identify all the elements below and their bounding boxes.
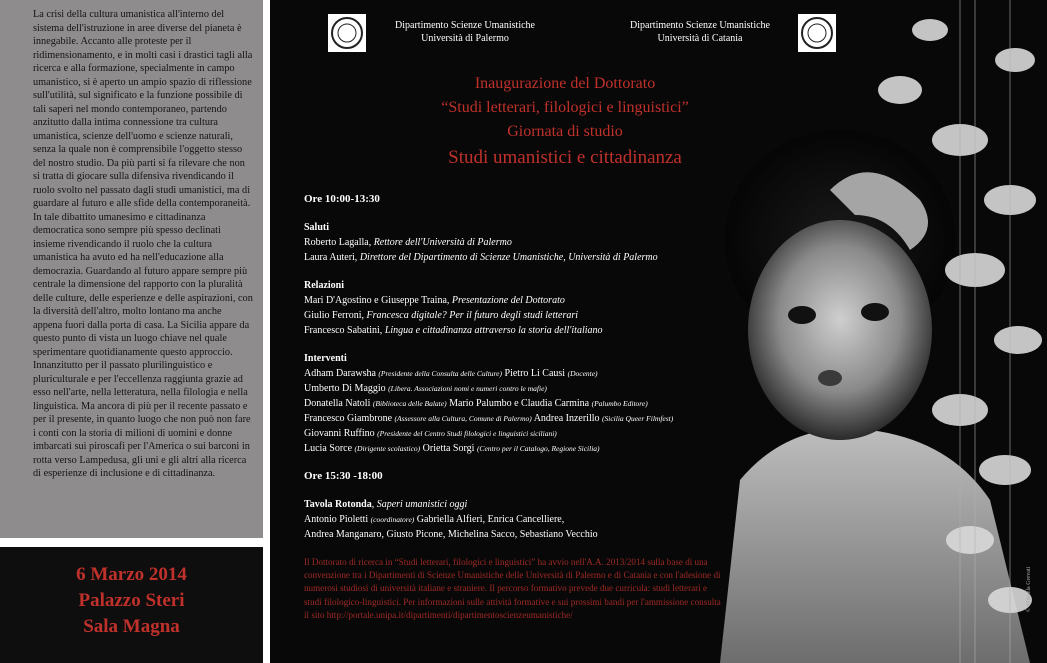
event-titles xyxy=(365,72,765,171)
palermo-dept: Dipartimento Scienze Umanistiche xyxy=(395,20,535,31)
relazioni-label: Relazioni xyxy=(304,280,344,291)
saluti-item: Laura Auteri, Direttore del Dipartimento di Scienze Umanistiche, Università di Palermo xyxy=(304,252,658,263)
catania-uni: Università di Catania xyxy=(657,33,743,44)
photo-credit: © Mikaela Grevati xyxy=(1026,566,1032,612)
title-line-2: “Studi letterari, filologici e linguistici” xyxy=(441,99,689,116)
intro-text-panel xyxy=(0,0,263,538)
divider xyxy=(263,0,270,663)
relazioni-item: Giulio Ferroni, Francesca digitale? Per il futuro degli studi letterari xyxy=(304,310,579,321)
interventi-item: Francesco Giambrone (Assessore alla Cultura, Comune di Palermo) Andrea Inzerillo (Sicilia Queer Filmfest) xyxy=(304,413,674,424)
tavola-participants-2: Andrea Manganaro, Giusto Picone, Michelina Sacco, Sebastiano Vecchio xyxy=(304,529,598,540)
relazioni-item: Francesco Sabatini, Lingua e cittadinanza attraverso la storia dell'italiano xyxy=(304,325,603,336)
palermo-uni: Università di Palermo xyxy=(421,33,509,44)
relazioni-item: Mari D'Agostino e Giuseppe Traina, Presentazione del Dottorato xyxy=(304,295,565,306)
palermo-header xyxy=(380,19,550,45)
interventi-label: Interventi xyxy=(304,353,347,364)
event-date: 6 Marzo 2014 xyxy=(76,564,187,585)
catania-logo xyxy=(798,14,836,52)
event-info-box xyxy=(0,547,263,663)
intro-paragraph: La crisi della cultura umanistica all'interno del sistema dell'istruzione in aree diverse del pianeta è innegabile. Accanto alle proteste per il ridimensionamento, e in molti casi i drastici tagli alla ricerca e alla formazione, specialmente in campo umanistico, si è aperto un ampio spazio di riflessione sull'utilità, sul significato e la funzione possibile di tali saperi nel mondo contemporaneo, partendo anzitutto dalla intima connessione tra cultura umanistica, scienze dell'uomo e scienze naturali, senza la quale non è comprensibile l'oggetto stesso del nostro studio. Da più parti si fa rilevare che non si tratta di giocare sulla difensiva rivendicando il ruolo svolto nel passato dagli studi umanistici, ma di guardare al futuro e alle sfide della contemporaneità. In tale dibattito umanesimo e cittadinanza democratica sono sempre più spesso declinati insieme rivendicando il ruolo che la cultura umanistica ha avuto ed ha nell'educazione alla democrazia. Guardando al futuro appare sempre più centrale la dimensione del rapporto con la pluralità delle culture, delle esperienze e delle aspirazioni, con la diversità dell'altro, molto lontano ma anche appena fuori dalla porta di casa. La Sicilia appare da questo punto di vista un luogo chiave nel quale sperimentare quotidianamente questo approccio. Innanzitutto per il passato plurilinguistico e pluriculturale e per l'eccellenza raggiunta grazie ad esso nell'arte, nella letteratura, nella filologia e nella linguistica. Ma ancora di più per il recente passato e per il presente, in quanto luogo che non può non fare i conti con la storia di milioni di uomini e donne imbarcati sui piroscafi per l'America o sui barconi in rotta verso Lampedusa, gli uni e gli altri alla ricerca di esperienze di inclusione e di cittadinanza. xyxy=(33,9,253,479)
left-panel xyxy=(0,0,263,663)
interventi-item: Lucia Sorce (Dirigente scolastico) Orietta Sorgi (Centro per il Catalogo, Regione Sicilia) xyxy=(304,443,600,454)
saluti-label: Saluti xyxy=(304,222,330,233)
interventi-item: Adham Darawsha (Presidente della Consulta delle Culture) Pietro Li Causi (Docente) xyxy=(304,368,598,379)
tavola-participants-1: Antonio Pioletti (coordinatore) Gabriella Alfieri, Enrica Cancelliere, xyxy=(304,514,565,525)
afternoon-time: Ore 15:30 -18:00 xyxy=(304,470,383,482)
interventi-item: Donatella Natoli (Biblioteca delle Balate) Mario Palumbo e Claudia Carmina (Palumbo Editore) xyxy=(304,398,648,409)
saluti-item: Roberto Lagalla, Rettore dell'Università di Palermo xyxy=(304,237,512,248)
catania-dept: Dipartimento Scienze Umanistiche xyxy=(630,20,770,31)
title-line-3: Giornata di studio xyxy=(507,123,623,140)
title-line-4: Studi umanistici e cittadinanza xyxy=(448,147,682,168)
event-room: Sala Magna xyxy=(83,616,180,637)
program xyxy=(304,192,784,542)
poster-main xyxy=(270,0,1047,663)
doctorate-note: Il Dottorato di ricerca in “Studi letterari, filologici e linguistici” ha avvio nell'A.A. 2013/2014 sulla base di una convenzione tra i Dipartimenti di Scienze Umanistiche delle Università di Palermo e di Catania e con l'adesione di numerosi studiosi di università italiane e straniere. Il percorso formativo prevede due curricula: studi letterari e studi filologico-linguistici. Per informazioni sulle attività formative e sui prossimi bandi per l'ammissione consulta il sito http://portale.unipa.it/dipartimenti/dipartimentoscienzeumanistiche/ xyxy=(304,557,721,620)
tavola-rotonda: Tavola Rotonda, Saperi umanistici oggi xyxy=(304,499,468,510)
event-place: Palazzo Steri xyxy=(78,590,185,611)
catania-header xyxy=(615,19,785,45)
palermo-logo xyxy=(328,14,366,52)
interventi-item: Giovanni Ruffino (Presidente del Centro Studi filologici e linguistici siciliani) xyxy=(304,428,557,439)
morning-time: Ore 10:00-13:30 xyxy=(304,193,380,205)
title-line-1: Inaugurazione del Dottorato xyxy=(474,75,656,92)
interventi-item: Umberto Di Maggio (Libera. Associazioni nomi e numeri contro le mafie) xyxy=(304,383,547,394)
